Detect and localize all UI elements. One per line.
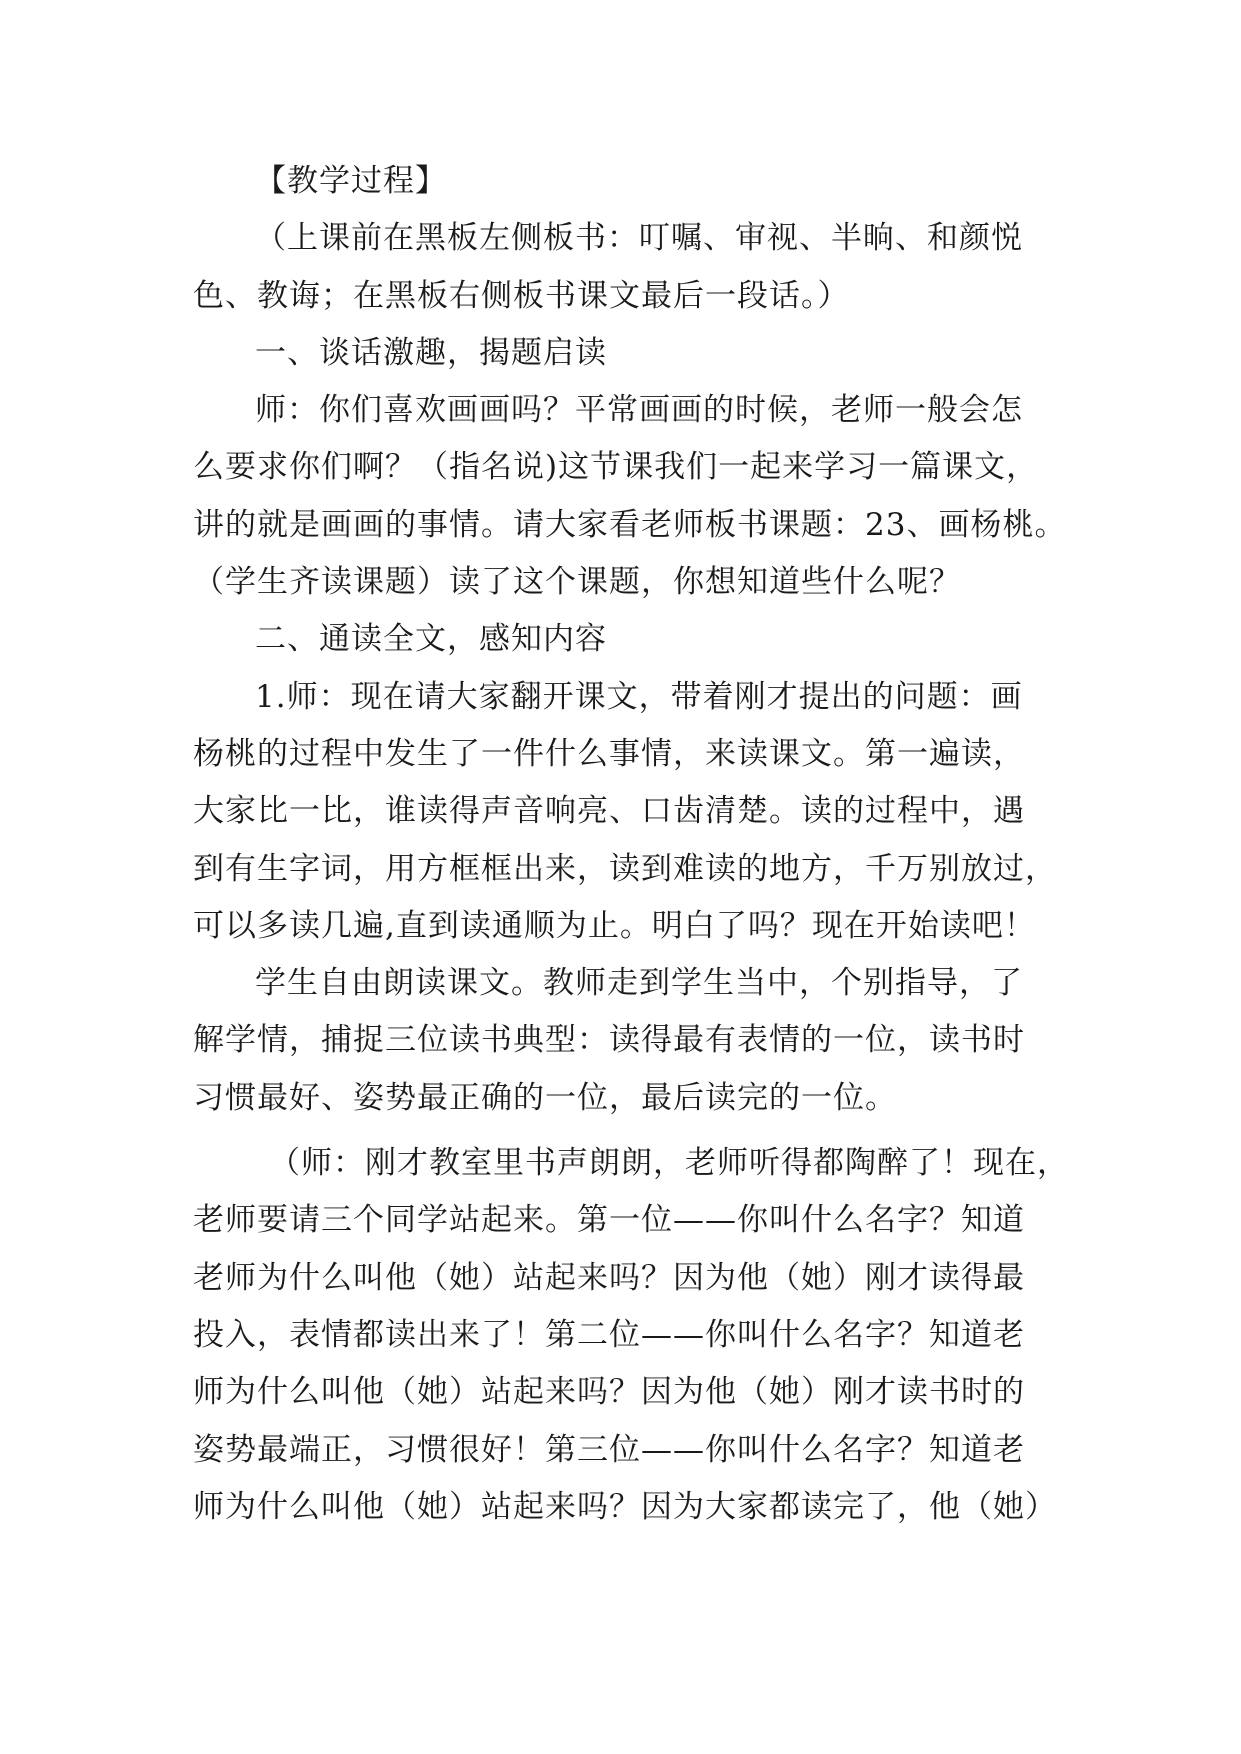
paragraph-line: 1.师：现在请大家翻开课文，带着刚才提出的问题：画 bbox=[255, 678, 1023, 715]
paragraph-line: 习惯最好、姿势最正确的一位，最后读完的一位。 bbox=[193, 1079, 897, 1116]
section-heading-teaching-process: 【教学过程】 bbox=[255, 163, 447, 199]
paragraph-line: 色、教诲；在黑板右侧板书课文最后一段话。） bbox=[193, 277, 850, 314]
section-heading-2: 二、通读全文，感知内容 bbox=[255, 621, 607, 658]
paragraph-line: 师为什么叫他（她）站起来吗？因为大家都读完了，他（她） bbox=[193, 1488, 1057, 1525]
document-body bbox=[193, 153, 1069, 1536]
paragraph-line: （师：刚才教室里书声朗朗，老师听得都陶醉了！现在， bbox=[269, 1145, 1069, 1182]
section-heading-1: 一、谈话激趣，揭题启读 bbox=[255, 334, 607, 371]
paragraph-line: 投入，表情都读出来了！第二位——你叫什么名字？知道老 bbox=[193, 1316, 1025, 1353]
paragraph-line: 师为什么叫他（她）站起来吗？因为他（她）刚才读书时的 bbox=[193, 1374, 1025, 1411]
paragraph-line: 老师要请三个同学站起来。第一位——你叫什么名字？知道 bbox=[193, 1202, 1025, 1239]
paragraph-line: 老师为什么叫他（她）站起来吗？因为他（她）刚才读得最 bbox=[193, 1259, 1025, 1296]
paragraph-line: 师：你们喜欢画画吗？平常画画的时候，老师一般会怎 bbox=[255, 392, 1023, 429]
paragraph-line: 么要求你们啊？（指名说)这节课我们一起来学习一篇课文， bbox=[193, 449, 1039, 486]
paragraph-line: 大家比一比，谁读得声音响亮、口齿清楚。读的过程中，遇 bbox=[193, 793, 1025, 830]
paragraph-line: 可以多读几遍,直到读通顺为止。明白了吗？现在开始读吧！ bbox=[193, 907, 1036, 944]
paragraph-line: 解学情，捕捉三位读书典型：读得最有表情的一位，读书时 bbox=[193, 1022, 1025, 1059]
paragraph-line: 杨桃的过程中发生了一件什么事情，来读课文。第一遍读， bbox=[193, 735, 1025, 772]
paragraph-line: 讲的就是画画的事情。请大家看老师板书课题：23、画杨桃。 bbox=[193, 506, 1067, 543]
paragraph-line: 到有生字词，用方框框出来，读到难读的地方，千万别放过， bbox=[193, 850, 1057, 887]
paragraph-line: （上课前在黑板左侧板书：叮嘱、审视、半晌、和颜悦 bbox=[255, 220, 1023, 257]
paragraph-line: 学生自由朗读课文。教师走到学生当中，个别指导，了 bbox=[255, 965, 1023, 1002]
paragraph-line: （学生齐读课题）读了这个课题，你想知道些什么呢？ bbox=[193, 564, 961, 601]
paragraph-line: 姿势最端正，习惯很好！第三位——你叫什么名字？知道老 bbox=[193, 1431, 1025, 1468]
